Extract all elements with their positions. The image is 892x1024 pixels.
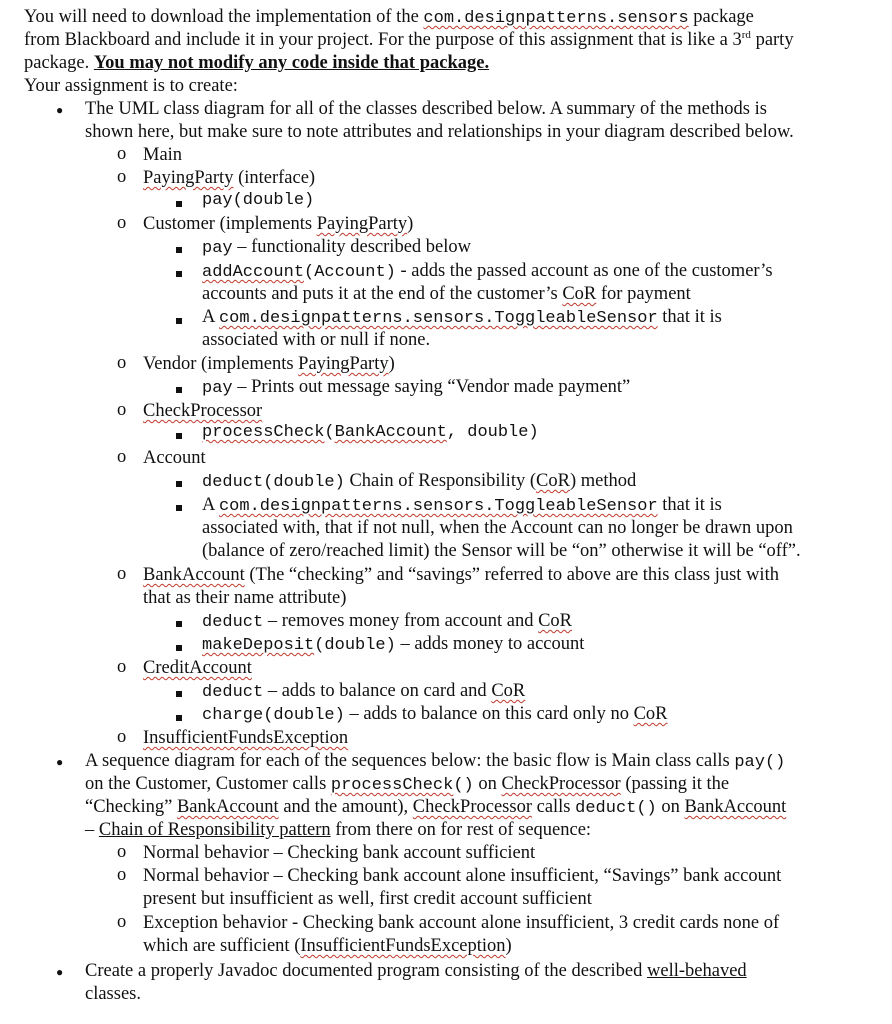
bullet-icon: ● bbox=[56, 755, 64, 769]
square-bullet-icon bbox=[176, 637, 182, 659]
credit-method-charge: charge(double) – adds to balance on this card only no CoR bbox=[202, 704, 668, 725]
circle-bullet-icon: o bbox=[117, 657, 127, 677]
credit-method-deduct: deduct – adds to balance on card and CoR bbox=[202, 681, 526, 702]
class-account: Account bbox=[143, 448, 206, 468]
class-paying-party: PayingParty (interface) bbox=[143, 168, 316, 188]
cor-pattern-link: Chain of Responsibility pattern bbox=[98, 820, 331, 840]
customer-method-add-account: addAccount(Account) - adds the passed account as one of the customer’s bbox=[202, 261, 773, 282]
method-process-check: processCheck(BankAccount, double) bbox=[202, 423, 539, 442]
vendor-method-pay: pay – Prints out message saying “Vendor made payment” bbox=[202, 377, 631, 398]
square-bullet-icon bbox=[176, 613, 182, 635]
square-bullet-icon bbox=[176, 263, 182, 285]
customer-add-account-desc: accounts and puts it at the end of the customer’s CoR for payment bbox=[202, 284, 691, 304]
bullet2-line-3: “Checking” BankAccount and the amount), CheckProcessor calls deduct() on BankAccount bbox=[85, 797, 787, 818]
account-sensor: A com.designpatterns.sensors.ToggleableSensor that it is bbox=[202, 495, 722, 516]
bullet3-line-2: classes. bbox=[85, 984, 141, 1004]
class-credit-account: CreditAccount bbox=[143, 658, 252, 678]
bullet2-line-4: – Chain of Responsibility pattern from there on for rest of sequence: bbox=[85, 820, 592, 840]
class-bank-account: BankAccount (The “checking” and “savings” referred to above are this class just with bbox=[143, 565, 779, 585]
circle-bullet-icon: o bbox=[117, 144, 127, 164]
sequence-3-line-1: Exception behavior - Checking bank account alone insufficient, 3 credit cards none of bbox=[143, 913, 780, 933]
bullet1-line-1: The UML class diagram for all of the classes described below. A summary of the methods is bbox=[85, 99, 767, 119]
circle-bullet-icon: o bbox=[117, 400, 127, 420]
sequence-2-line-2: present but insufficient as well, first credit account sufficient bbox=[143, 889, 592, 909]
square-bullet-icon bbox=[176, 683, 182, 705]
customer-method-pay: pay – functionality described below bbox=[202, 237, 471, 258]
customer-sensor-desc: associated with or null if none. bbox=[202, 330, 431, 350]
square-bullet-icon bbox=[176, 707, 182, 729]
intro-line-4: Your assignment is to create: bbox=[24, 76, 238, 96]
bullet2-line-2: on the Customer, Customer calls processCheck() on CheckProcessor (passing it the bbox=[85, 774, 730, 795]
account-method-deduct: deduct(double) Chain of Responsibility (CoR) method bbox=[202, 471, 637, 492]
bullet2-line-1: A sequence diagram for each of the sequences below: the basic flow is Main class calls pay() bbox=[85, 751, 786, 772]
sequence-1: Normal behavior – Checking bank account sufficient bbox=[143, 843, 536, 863]
square-bullet-icon bbox=[176, 425, 182, 447]
warning-text: You may not modify any code inside that package. bbox=[93, 53, 490, 73]
class-check-processor: CheckProcessor bbox=[143, 401, 263, 421]
circle-bullet-icon: o bbox=[117, 353, 127, 373]
sequence-3-line-2: which are sufficient (InsufficientFundsException) bbox=[143, 936, 512, 956]
square-bullet-icon bbox=[176, 497, 182, 519]
class-insufficient-funds: InsufficientFundsException bbox=[143, 728, 349, 748]
square-bullet-icon bbox=[176, 193, 182, 215]
circle-bullet-icon: o bbox=[117, 842, 127, 862]
account-sensor-desc-2: associated with, that if not null, when the Account can no longer be drawn upon bbox=[202, 518, 793, 538]
intro-line-3: package. You may not modify any code inside that package. bbox=[24, 53, 490, 73]
package-name: com.designpatterns.sensors bbox=[423, 9, 689, 28]
circle-bullet-icon: o bbox=[117, 865, 127, 885]
account-sensor-desc-3: (balance of zero/reached limit) the Sensor will be “on” otherwise it will be “off”. bbox=[202, 541, 801, 561]
circle-bullet-icon: o bbox=[117, 167, 127, 187]
bullet3-line-1: Create a properly Javadoc documented program consisting of the described well-behaved bbox=[85, 961, 747, 981]
circle-bullet-icon: o bbox=[117, 912, 127, 932]
bullet-icon: ● bbox=[56, 965, 64, 979]
bullet1-line-2: shown here, but make sure to note attributes and relationships in your diagram described below. bbox=[85, 122, 794, 142]
circle-bullet-icon: o bbox=[117, 564, 127, 584]
bank-method-make-deposit: makeDeposit(double) – adds money to account bbox=[202, 634, 585, 655]
square-bullet-icon bbox=[176, 310, 182, 332]
square-bullet-icon bbox=[176, 379, 182, 401]
circle-bullet-icon: o bbox=[117, 447, 127, 467]
class-customer: Customer (implements PayingParty) bbox=[143, 214, 414, 234]
bank-method-deduct: deduct – removes money from account and CoR bbox=[202, 611, 573, 632]
customer-sensor: A com.designpatterns.sensors.ToggleableSensor that it is bbox=[202, 307, 722, 328]
circle-bullet-icon: o bbox=[117, 727, 127, 747]
intro-line-1: You will need to download the implementation of the com.designpatterns.sensors package bbox=[24, 7, 754, 28]
square-bullet-icon bbox=[176, 473, 182, 495]
circle-bullet-icon: o bbox=[117, 213, 127, 233]
bank-account-desc-2: that as their name attribute) bbox=[143, 588, 347, 608]
square-bullet-icon bbox=[176, 239, 182, 261]
class-main: Main bbox=[143, 145, 183, 165]
intro-line-2: from Blackboard and include it in your project. For the purpose of this assignment that is like a 3rd party bbox=[24, 28, 794, 50]
method-pay-double: pay(double) bbox=[202, 191, 315, 210]
sequence-2-line-1: Normal behavior – Checking bank account alone insufficient, “Savings” bank account bbox=[143, 866, 782, 886]
class-vendor: Vendor (implements PayingParty) bbox=[143, 354, 395, 374]
bullet-icon: ● bbox=[56, 103, 64, 117]
